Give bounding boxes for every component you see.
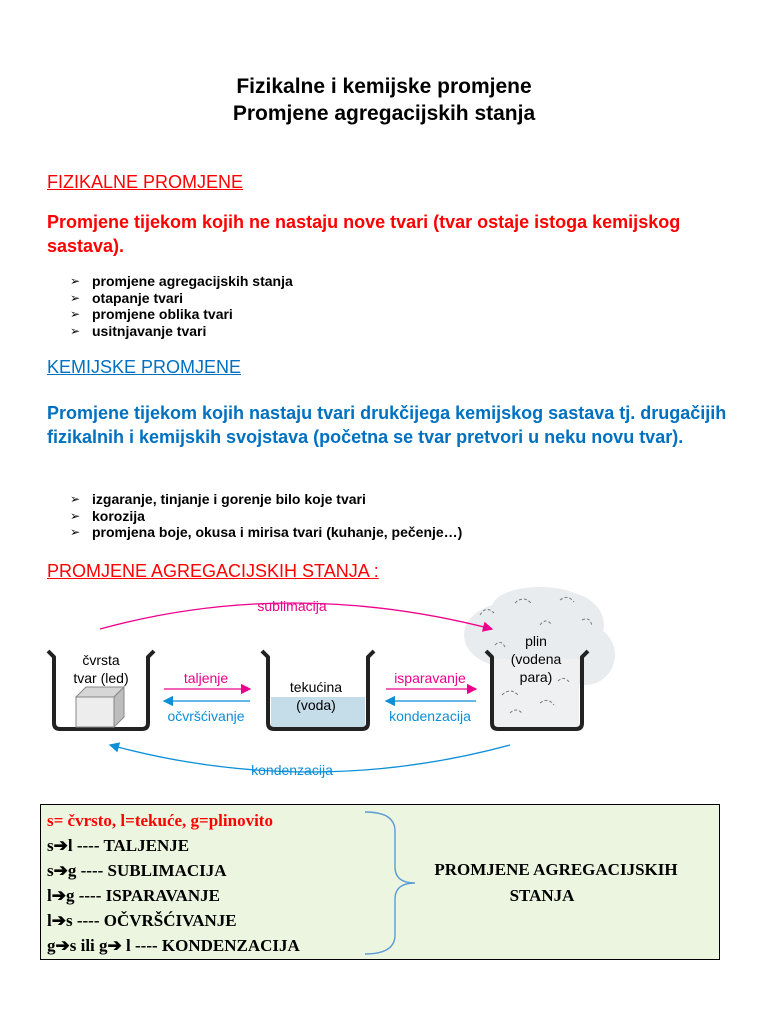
summary-row-melting: s➔l ---- TALJENJE: [47, 836, 190, 855]
list-item: ➢ izgaranje, tinjanje i gorenje bilo koje tvari: [70, 491, 366, 507]
arrow-bullet-icon: ➢: [70, 274, 81, 288]
freezing-label: očvršćivanje: [167, 708, 245, 724]
solid-label-line-1: čvrsta: [82, 652, 120, 668]
states-of-matter-diagram: [40, 585, 620, 785]
chemical-changes-heading: KEMIJSKE PROMJENE: [47, 357, 242, 377]
summary-right-title-line-2: STANJA: [509, 886, 575, 905]
curly-brace-icon: [361, 809, 421, 957]
melting-label: taljenje: [183, 670, 229, 686]
right-arrow-icon: ➔: [51, 886, 66, 905]
condensation-inner-label: kondenzacija: [389, 708, 471, 724]
right-arrow-icon: ➔: [51, 911, 66, 930]
chemical-changes-definition: Promjene tijekom kojih nastaju tvari drukčijega kemijskog sastava tj. drugačijih fizikalnih i kemijskih svojstava (početna se tvar pretvori u neku novu tvar).: [47, 403, 727, 447]
title-line-2: Promjene agregacijskih stanja: [232, 102, 536, 125]
liquid-label-line-1: tekućina: [289, 679, 343, 695]
sublimation-label: sublimacija: [257, 598, 327, 614]
arrow-bullet-icon: ➢: [70, 492, 81, 506]
summary-row-evaporation: l➔g ---- ISPARAVANJE: [47, 886, 220, 905]
arrow-bullet-icon: ➢: [70, 290, 81, 305]
arrow-bullet-icon: ➢: [70, 323, 81, 338]
summary-row-sublimation: s➔g ---- SUBLIMACIJA: [47, 861, 227, 880]
list-item: ➢ promjene oblika tvari: [70, 306, 233, 323]
arrow-bullet-icon: ➢: [70, 307, 81, 322]
solid-label-line-2: tvar (led): [73, 670, 129, 686]
right-arrow-icon: ➔: [53, 861, 68, 880]
arrow-bullet-icon: ➢: [70, 508, 81, 523]
list-item: ➢ promjene agregacijskih stanja: [70, 273, 293, 289]
summary-box: [40, 804, 720, 960]
right-arrow-icon: ➔: [55, 936, 70, 955]
right-arrow-icon: ➔: [53, 836, 68, 855]
chemical-changes-list: [70, 491, 462, 541]
physical-changes-list: [70, 273, 293, 339]
list-item: ➢ promjena boje, okusa i mirisa tvari (kuhanje, pečenje…): [70, 524, 463, 541]
title-line-1: Fizikalne i kemijske promjene: [236, 75, 532, 98]
summary-right-title-line-1: PROMJENE AGREGACIJSKIH: [434, 860, 678, 879]
list-item: ➢ usitnjavanje tvari: [70, 322, 207, 339]
arrow-bullet-icon: ➢: [70, 525, 81, 540]
gas-label-line-3: para): [519, 669, 553, 685]
gas-label-line-1: plin: [525, 633, 547, 649]
states-changes-heading: PROMJENE AGREGACIJSKIH STANJA :: [47, 561, 379, 581]
physical-changes-heading: FIZIKALNE PROMJENE: [47, 172, 244, 192]
gas-label-line-2: (vodena: [510, 651, 562, 667]
evaporation-label: isparavanje: [394, 670, 466, 686]
liquid-label-line-2: (voda): [296, 697, 336, 713]
list-item: ➢ korozija: [70, 507, 145, 524]
summary-row-condensation: g➔s ili g➔ l ---- KONDENZACIJA: [47, 936, 300, 955]
summary-legend: s= čvrsto, l=tekuće, g=plinovito: [47, 811, 273, 830]
summary-row-freezing: l➔s ---- OČVRŠĆIVANJE: [47, 911, 237, 930]
right-arrow-icon: ➔: [107, 936, 122, 955]
condensation-outer-label: kondenzacija: [251, 762, 333, 778]
list-item: ➢ otapanje tvari: [70, 289, 184, 306]
physical-changes-definition: Promjene tijekom kojih ne nastaju nove tvari (tvar ostaje istoga kemijskog sastava).: [47, 212, 681, 256]
